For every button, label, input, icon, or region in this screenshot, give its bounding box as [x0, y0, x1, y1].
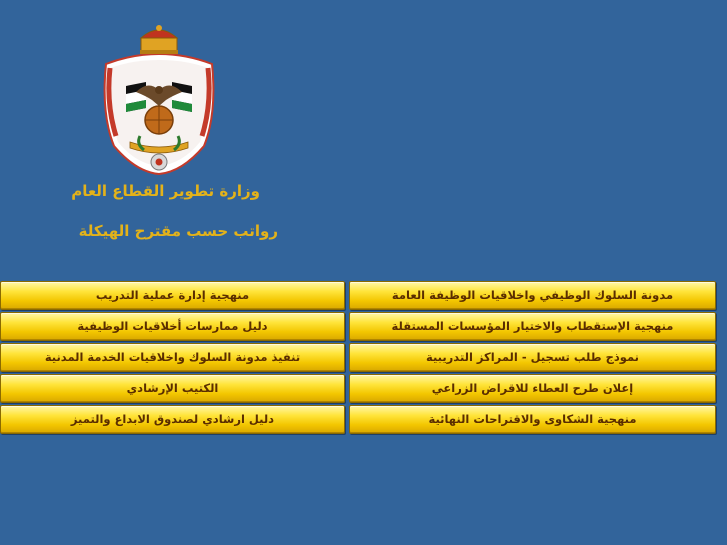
link-guidance-booklet[interactable]: الكتيب الإرشادي — [0, 374, 345, 403]
link-agricultural-loan-tender[interactable]: إعلان طرح العطاء للاقراض الزراعي — [349, 374, 716, 403]
link-training-management-methodology[interactable]: منهجية إدارة عملية التدريب — [0, 281, 345, 310]
links-row — [0, 312, 716, 343]
link-recruitment-methodology[interactable]: منهجية الإستقطاب والاختيار المؤسسات المستقلة — [349, 312, 716, 341]
link-code-of-conduct[interactable]: مدونة السلوك الوظيفي واخلاقيات الوظيفة العامة — [349, 281, 716, 310]
coat-of-arms-emblem — [96, 24, 222, 182]
ministry-title: وزارة تطوير القطاع العام — [71, 182, 260, 200]
link-ethics-practices-guide[interactable]: دليل ممارسات أخلاقيات الوظيفية — [0, 312, 345, 341]
links-row — [0, 343, 716, 374]
links-row — [0, 281, 716, 312]
link-complaints-methodology[interactable]: منهجية الشكاوى والاقتراحات النهائية — [349, 405, 716, 434]
page-subtitle: رواتب حسب مقترح الهيكلة — [78, 222, 278, 240]
link-code-implementation[interactable]: تنفيذ مدونة السلوك واخلاقيات الخدمة المدنية — [0, 343, 345, 372]
link-training-center-registration-form[interactable]: نموذج طلب تسجيل - المراكز التدريبية — [349, 343, 716, 372]
links-row — [0, 374, 716, 405]
links-grid — [0, 281, 716, 436]
links-row — [0, 405, 716, 436]
link-innovation-fund-guide[interactable]: دليل ارشادي لصندوق الابداع والتميز — [0, 405, 345, 434]
